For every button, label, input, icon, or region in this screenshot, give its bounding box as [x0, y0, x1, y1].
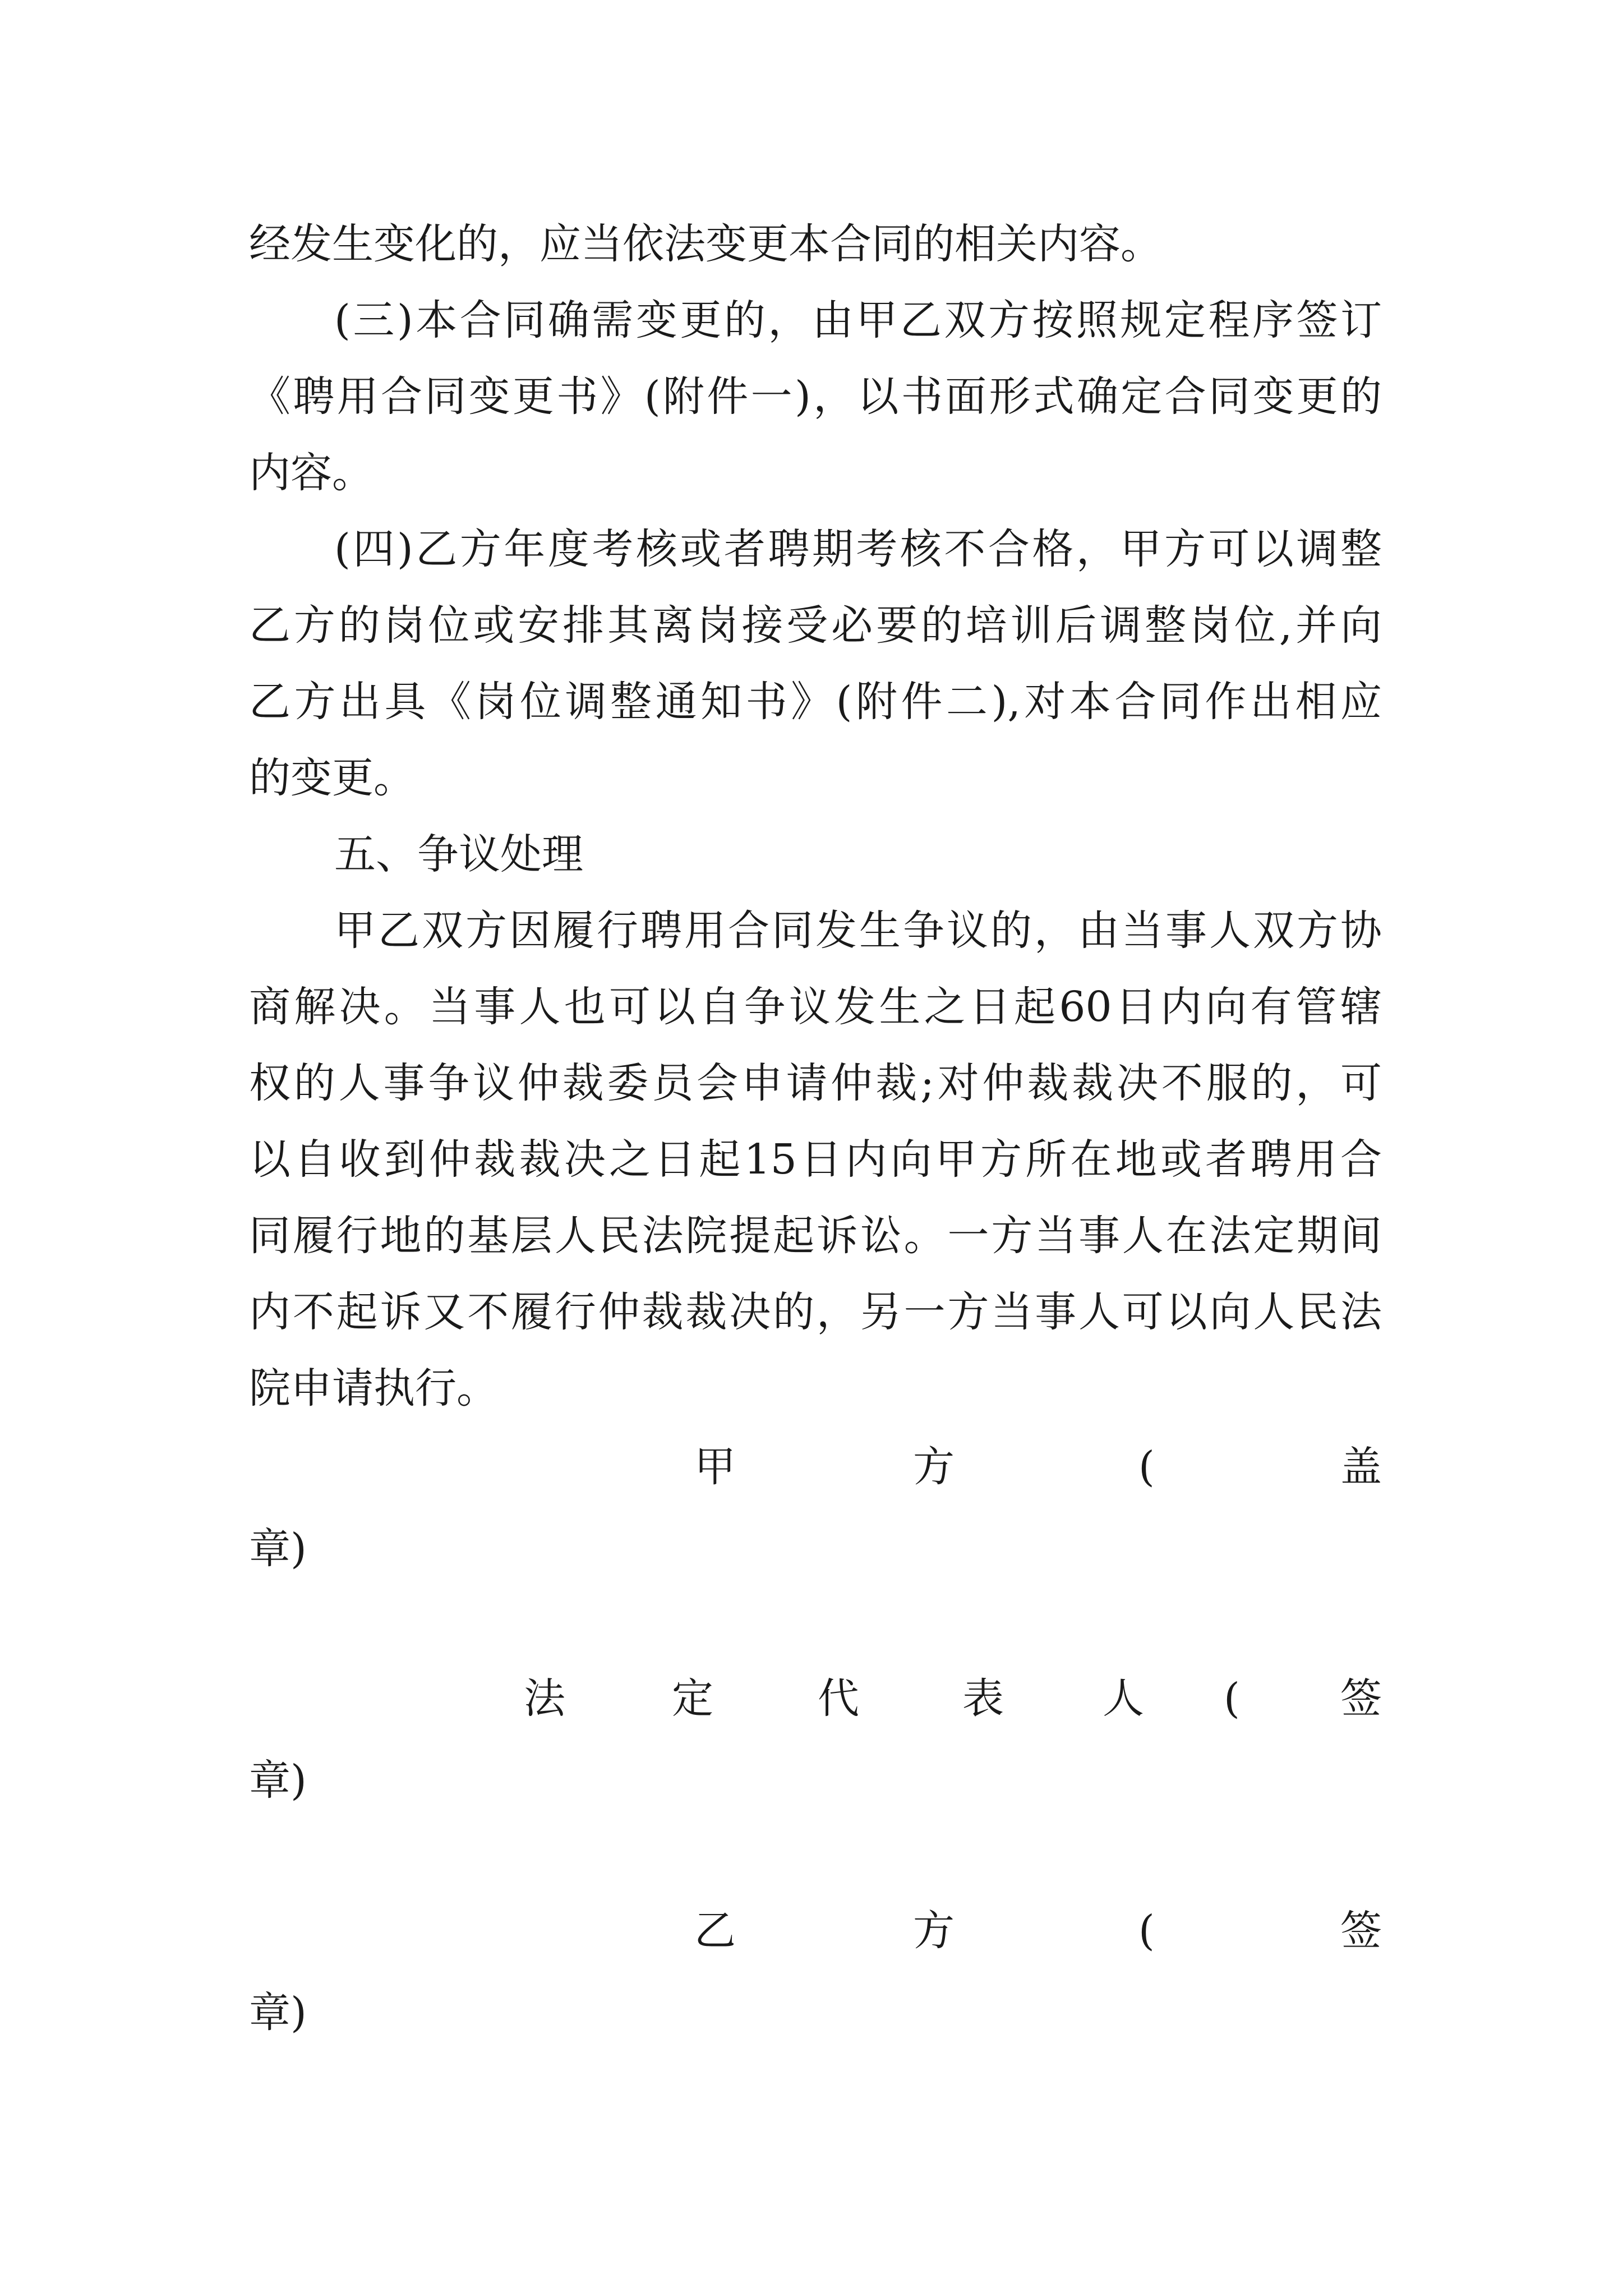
paragraph-line: 内不起诉又不履行仲裁裁决的，另一方当事人可以向人民法	[249, 1288, 1382, 1336]
paragraph-line: 权的人事争议仲裁委员会申请仲裁;对仲裁裁决不服的，可	[249, 1059, 1382, 1107]
paragraph-line: 商解决。当事人也可以自争议发生之日起60日内向有管辖	[249, 983, 1382, 1031]
signature-char: 表	[962, 1674, 1004, 1723]
signature-tail: 章)	[249, 1756, 307, 1805]
signature-legal-representative	[0, 1660, 1623, 1737]
signature-char: 代	[818, 1674, 859, 1723]
signature-char: (	[1138, 1443, 1155, 1491]
paragraph-line: 甲乙双方因履行聘用合同发生争议的，由当事人双方协	[334, 907, 1382, 955]
signature-char: 签	[1340, 1674, 1382, 1723]
signature-char: 方	[913, 1907, 955, 1955]
paragraph-line: 乙方的岗位或安排其离岗接受必要的培训后调整岗位,并向	[249, 601, 1382, 650]
paragraph-line: 院申请执行。	[249, 1364, 498, 1412]
paragraph-line: 内容。	[249, 449, 374, 497]
signature-char: 签	[1340, 1907, 1382, 1955]
paragraph-line: 《聘用合同变更书》(附件一)，以书面形式确定合同变更的	[249, 372, 1382, 421]
signature-char: 甲	[694, 1443, 736, 1491]
signature-char: (	[1224, 1674, 1240, 1723]
paragraph-line: (四)乙方年度考核或者聘期考核不合格，甲方可以调整	[334, 525, 1382, 573]
signature-char: (	[1138, 1907, 1155, 1955]
section-heading: 五、争议处理	[334, 830, 583, 878]
signature-char: 乙	[694, 1907, 736, 1955]
paragraph-line: 同履行地的基层人民法院提起诉讼。一方当事人在法定期间	[249, 1212, 1382, 1260]
paragraph-line: 以自收到仲裁裁决之日起15日内向甲方所在地或者聘用合	[249, 1135, 1382, 1184]
signature-char: 方	[913, 1443, 955, 1491]
paragraph-line: 乙方出具《岗位调整通知书》(附件二),对本合同作出相应	[249, 678, 1382, 726]
signature-char: 定	[672, 1674, 713, 1723]
paragraph-line: 的变更。	[249, 754, 415, 802]
signature-party-a	[0, 1429, 1623, 1505]
signature-tail: 章)	[249, 1525, 307, 1573]
signature-char: 法	[524, 1674, 565, 1723]
signature-char: 盖	[1340, 1443, 1382, 1491]
paragraph-line: (三)本合同确需变更的，由甲乙双方按照规定程序签订	[334, 296, 1382, 344]
signature-party-b	[0, 1893, 1623, 1969]
paragraph-line: 经发生变化的，应当依法变更本合同的相关内容。	[249, 220, 1162, 268]
signature-char: 人	[1103, 1674, 1144, 1723]
signature-tail: 章)	[249, 1989, 307, 2037]
